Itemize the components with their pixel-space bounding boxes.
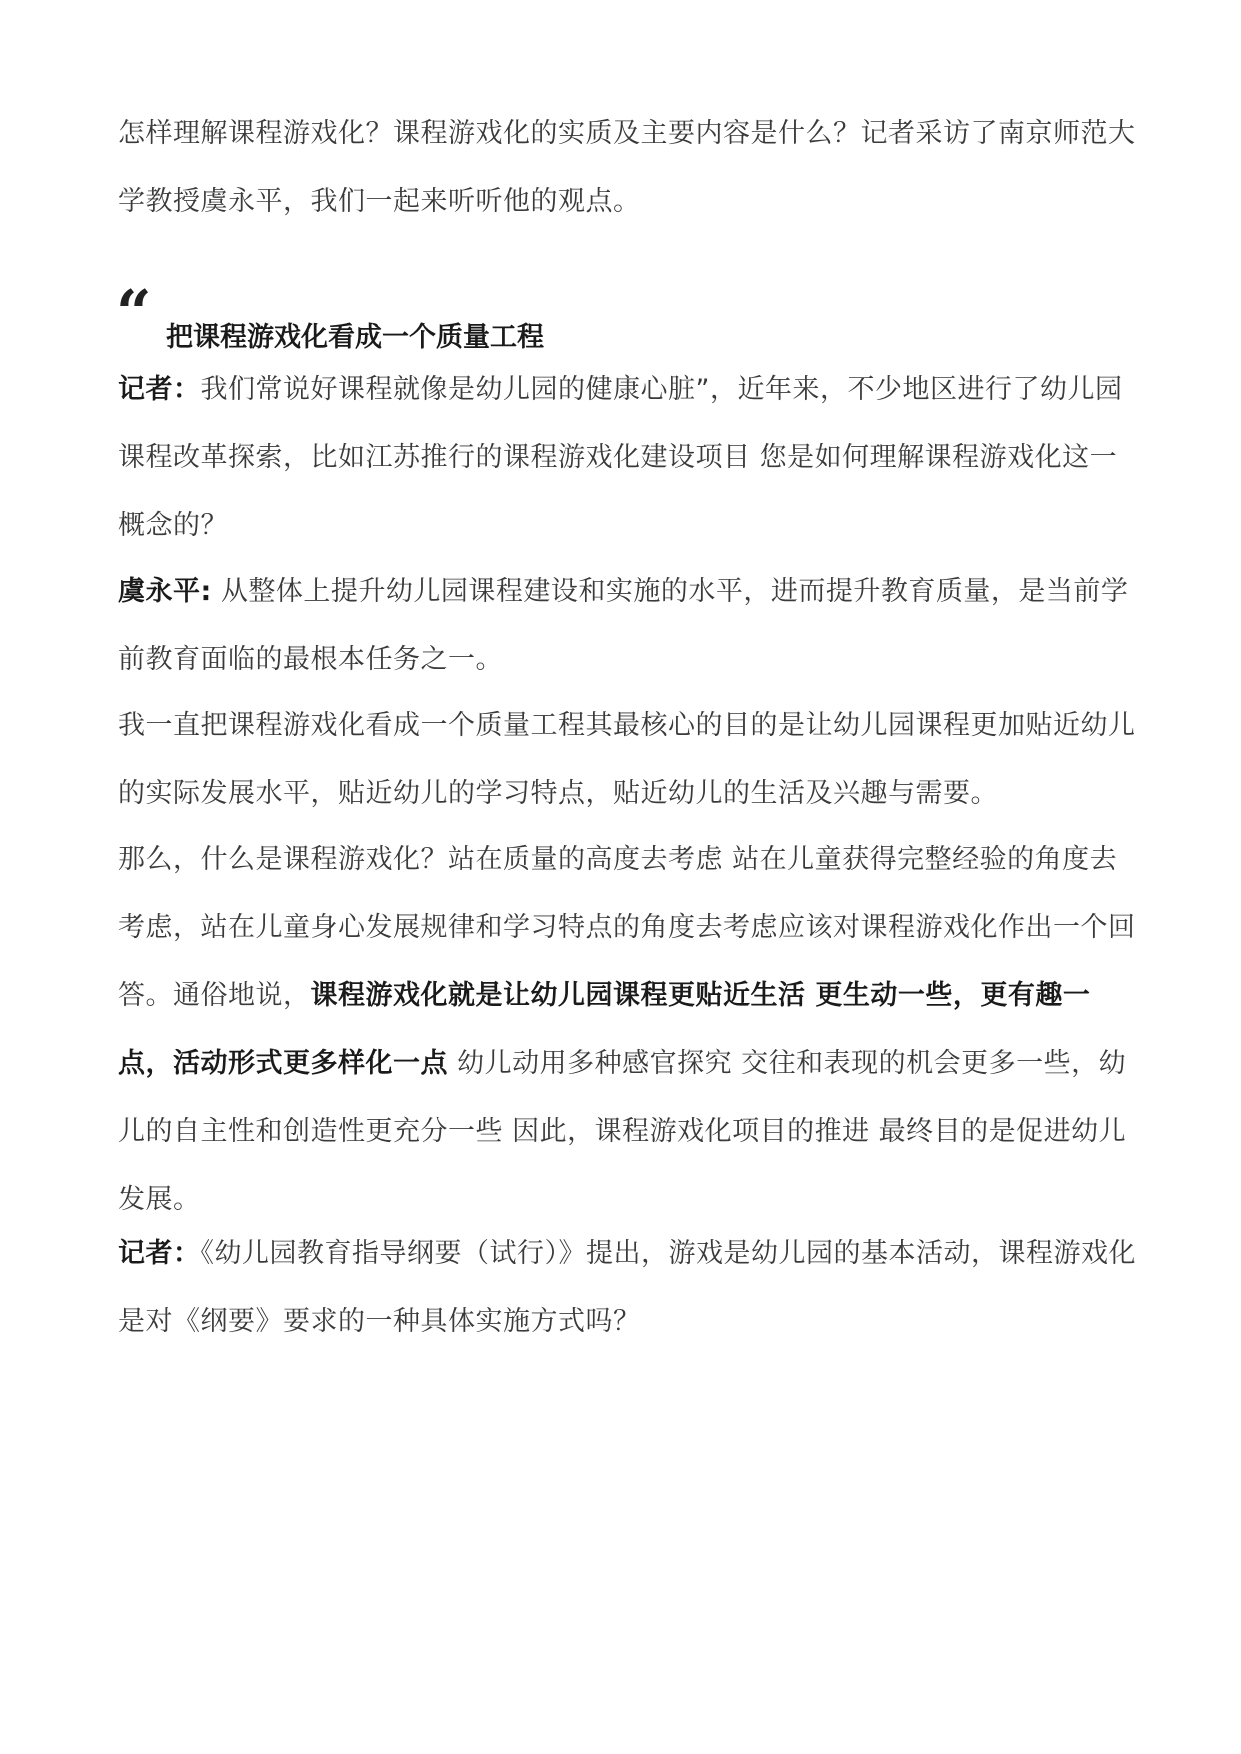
answer-paragraph-1 — [118, 558, 1138, 694]
body-text-2: 我一直把课程游戏化看成一个质量工程其最核心的目的是让幼儿园课程更加贴近幼儿的实际发展水平，贴近幼儿的学习特点，贴近幼儿的生活及兴趣与需要。 — [118, 710, 1136, 809]
intro-text: 怎样理解课程游戏化？课程游戏化的实质及主要内容是什么？记者采访了南京师范大学教授虞永平，我们一起来听听他的观点。 — [118, 118, 1136, 217]
answer-text-1: 从整体上提升幼儿园课程建设和实施的水平，进而提升教育质量，是当前学前教育面临的最根本任务之一。 — [118, 576, 1129, 675]
question-text-2: 《幼儿园教育指导纲要（试行）》提出，游戏是幼儿园的基本活动，课程游戏化是对《纲要》要求的一种具体实施方式吗？ — [118, 1238, 1136, 1337]
quote-mark-icon: “ — [116, 276, 152, 349]
speaker-label-reporter-2: 记者： — [118, 1238, 201, 1269]
body-text-3-tail: 幼儿动用多种感官探究 交往和表现的机会更多一些，幼儿的自主性和创造性更充分一些 因此，课程游戏化项目的推进 最终目的是促进幼儿发展。 — [118, 1048, 1127, 1215]
speaker-label-yu: 虞永平: — [118, 576, 212, 607]
question-paragraph-1 — [118, 356, 1138, 560]
body-paragraph-3 — [118, 826, 1138, 1234]
question-text-1: 我们常说好课程就像是幼儿园的健康心脏”，近年来，不少地区进行了幼儿园课程改革探索，比如江苏推行的课程游戏化建设项目 您是如何理解课程游戏化这一概念的？ — [118, 374, 1123, 541]
intro-paragraph — [118, 100, 1138, 236]
section-heading: 把课程游戏化看成一个质量工程 — [166, 322, 544, 353]
body-text-3-emphasis: 课程游戏化就是让幼儿园课程更贴近生活 更生动一些，更有趣一点，活动形式更多样化一点 — [118, 980, 1091, 1079]
question-paragraph-2 — [118, 1220, 1138, 1356]
speaker-label-reporter: 记者： — [118, 374, 201, 405]
body-paragraph-2 — [118, 692, 1138, 828]
body-text-3-lead: 那么，什么是课程游戏化？站在质量的高度去考虑 站在儿童获得完整经验的角度去考虑，站在儿童身心发展规律和学习特点的角度去考虑应该对课程游戏化作出一个回答。通俗地说， — [118, 844, 1136, 1011]
